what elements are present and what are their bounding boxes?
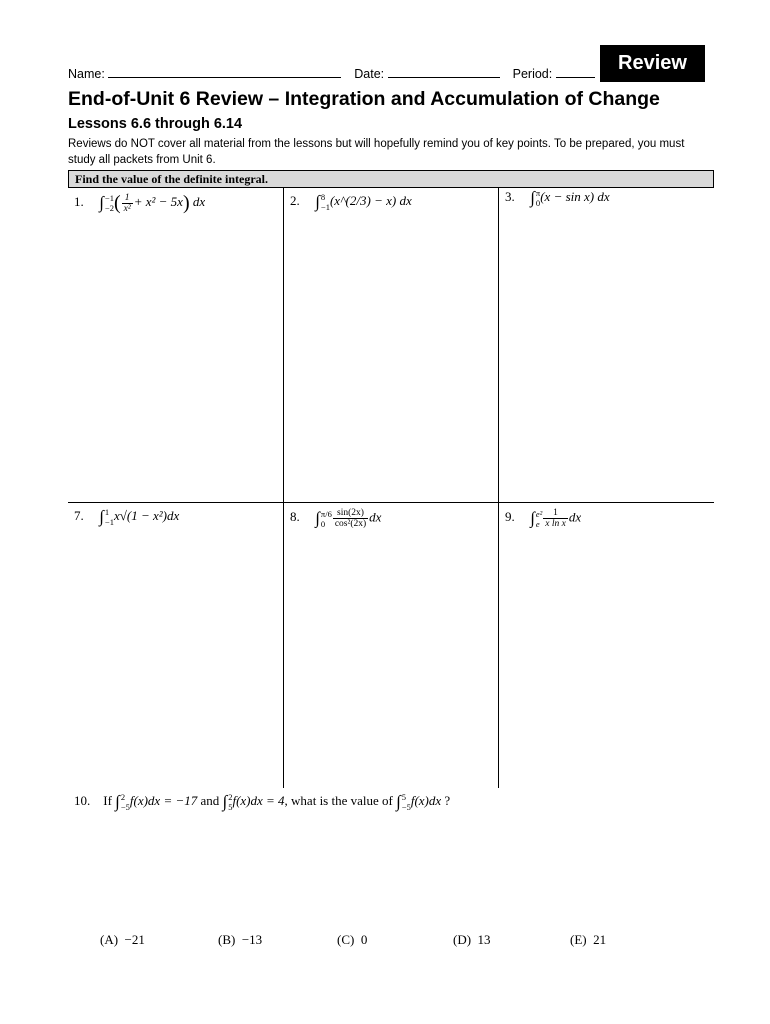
choice-value: 13 (477, 932, 491, 947)
upper-limit: 8 (320, 192, 326, 203)
integral-sign: ∫ (396, 792, 401, 811)
integrand: (x^(2/3) − x) (329, 193, 397, 208)
question-mark: ? (444, 793, 451, 808)
upper-limit: π (535, 188, 541, 199)
problem-7 (74, 507, 179, 527)
problem-number: 1. (74, 194, 84, 209)
grid-divider-1 (283, 188, 284, 788)
integral-expression-3: f(x)dx (410, 793, 442, 808)
review-badge: Review (600, 45, 705, 82)
lower-limit: e (535, 518, 540, 529)
problem-number: 2. (290, 193, 300, 208)
choice-a[interactable] (100, 932, 145, 948)
problem-9 (505, 508, 581, 529)
integral-sign: ∫ (530, 188, 535, 207)
page-subtitle: Lessons 6.6 through 6.14 (68, 116, 243, 132)
fraction: $\frac{\sin(2x)}{\text{cos²(2x)}}$ (334, 508, 367, 529)
question-lead: If (103, 793, 112, 808)
name-field[interactable] (108, 66, 341, 78)
integral-expression-2: f(x)dx = 4 (232, 793, 285, 808)
fraction: $\frac{1}{\text{x²}}$ (123, 192, 131, 214)
choice-b[interactable] (218, 932, 262, 948)
grid-row-divider (68, 502, 714, 503)
problem-8 (290, 508, 381, 529)
conjunction: and (200, 793, 220, 808)
upper-limit: 5 (401, 792, 407, 803)
choice-letter: (B) (218, 932, 236, 947)
page-title: End-of-Unit 6 Review – Integration and Accumulation of Change (68, 88, 660, 110)
name-label: Name: (68, 67, 105, 81)
integrand: (x − sin x) (540, 189, 595, 204)
lower-limit: −2 (104, 203, 114, 214)
problem-number: 7. (74, 508, 84, 523)
differential: dx (369, 509, 382, 525)
choice-e[interactable] (570, 932, 606, 948)
choice-value: 0 (360, 932, 368, 947)
lower-limit: −5 (401, 802, 411, 813)
choice-letter: (E) (570, 932, 587, 947)
lower-limit: −1 (320, 202, 330, 213)
intro-text: Reviews do NOT cover all material from the lessons but will hopefully remind you of key points. To be prepared, you must study all packets from Unit 6. (68, 138, 685, 166)
section-header: Find the value of the definite integral. (68, 170, 714, 188)
integral-sign: ∫ (315, 508, 320, 528)
choice-letter: (D) (453, 932, 472, 947)
integral-sign: ∫ (222, 792, 228, 811)
problem-number: 8. (290, 509, 300, 525)
differential: dx (166, 508, 180, 523)
period-field[interactable] (556, 66, 595, 78)
integral-sign: ∫ (99, 193, 104, 212)
problem-3 (505, 188, 610, 208)
choice-d[interactable] (453, 932, 491, 948)
question-middle: , what is the value of (284, 793, 393, 808)
integral-sign: ∫ (99, 507, 104, 526)
student-info-line (68, 66, 595, 81)
differential: dx (399, 193, 412, 208)
differential: dx (597, 189, 610, 204)
upper-limit: 2 (228, 792, 233, 803)
problem-1: 1. ∫ −1 −2 ( $\frac{1}{\text{x²}}$ + x² − 5x) dx (74, 192, 206, 214)
lower-limit: −1 (104, 517, 114, 528)
upper-limit: 2 (120, 792, 126, 803)
upper-limit: e² (535, 508, 543, 519)
lower-limit: −5 (120, 802, 130, 813)
integral-expression-1: f(x)dx = −17 (129, 793, 198, 808)
differential: dx (192, 194, 206, 209)
fraction: $\frac{1}{\text{x ln x}}$ (545, 508, 566, 529)
choice-value: −13 (241, 932, 263, 947)
date-label: Date: (354, 67, 385, 81)
question-10 (74, 792, 450, 812)
integral-sign: ∫ (530, 508, 535, 528)
choice-c[interactable] (337, 932, 367, 948)
question-number: 10. (74, 793, 91, 808)
lower-limit: 5 (228, 802, 233, 813)
choice-value: 21 (593, 932, 607, 947)
integral-sign: ∫ (315, 192, 320, 211)
lower-limit: 0 (535, 198, 541, 209)
differential: dx (568, 509, 582, 525)
integrand: + x² − 5x (133, 194, 183, 209)
problem-number: 3. (505, 189, 515, 204)
period-label: Period: (512, 67, 553, 81)
problem-number: 9. (505, 509, 515, 525)
lower-limit: 0 (320, 518, 326, 529)
upper-limit: −1 (104, 193, 114, 204)
grid-divider-2 (498, 188, 499, 788)
integral-sign: ∫ (115, 792, 120, 811)
date-field[interactable] (388, 66, 500, 78)
problem-2 (290, 192, 412, 212)
choice-letter: (A) (100, 932, 119, 947)
upper-limit: 1 (104, 507, 110, 518)
integrand: x√(1 − x²) (113, 508, 167, 523)
upper-limit: π/6 (320, 508, 332, 519)
choice-letter: (C) (337, 932, 355, 947)
choice-value: −21 (124, 932, 145, 947)
